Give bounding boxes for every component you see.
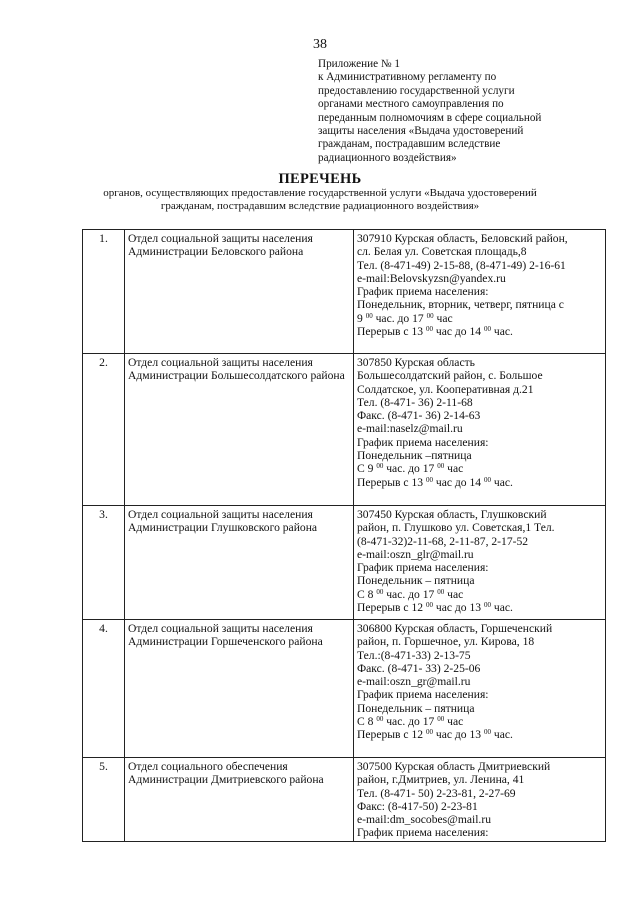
schedule-text: час. [490, 601, 513, 615]
contact-line: сл. Белая ул. Советская площадь,8 [357, 245, 527, 259]
appendix-note [318, 58, 578, 165]
schedule-text: Перерыв с 12 [357, 728, 426, 742]
contact-line: 307450 Курская область, Глушковский [357, 508, 547, 521]
contact-line: e-mail:naselz@mail.ru [357, 422, 463, 436]
minutes-superscript: 00 [483, 601, 491, 610]
minutes-superscript: 00 [483, 728, 491, 737]
minutes-superscript: 00 [425, 728, 433, 737]
row-number: 1. [83, 230, 125, 354]
appendix-line: к Административному регламенту по [318, 71, 497, 84]
contact-line: График приема населения: [357, 561, 489, 575]
contact-info [354, 620, 606, 758]
appendix-line: гражданам, пострадавшим вследствие [318, 138, 501, 151]
contact-info [354, 230, 606, 354]
contact-line: Понедельник – пятница [357, 574, 475, 588]
minutes-superscript: 00 [437, 587, 445, 596]
contact-line: 307850 Курская область [357, 356, 475, 369]
minutes-superscript: 00 [437, 715, 445, 724]
schedule-text: час [444, 587, 464, 601]
schedule-line [357, 601, 602, 614]
contact-line: Факс. (8-471- 36) 2-14-63 [357, 409, 481, 423]
schedule-text: час. [490, 325, 513, 339]
department-name: Отдел социальной защиты населения Администрации Большесолдатского района [125, 354, 354, 506]
schedule-text: час. [490, 728, 513, 742]
schedule-line [357, 715, 602, 728]
departments-table [82, 229, 606, 842]
contact-line: График приема населения: [357, 688, 489, 702]
schedule-text: час до 13 [432, 601, 484, 615]
schedule-line [357, 476, 602, 489]
schedule-text: С 8 [357, 587, 377, 601]
schedule-text: С 9 [357, 462, 377, 476]
contact-line: e-mail:dm_socobes@mail.ru [357, 813, 491, 827]
minutes-superscript: 00 [376, 715, 384, 724]
department-name: Отдел социальной защиты населения Администрации Беловского района [125, 230, 354, 354]
schedule-text: час до 14 [432, 475, 484, 489]
contact-line: Понедельник, вторник, четверг, пятница с [357, 298, 564, 312]
minutes-superscript: 00 [365, 311, 373, 320]
contact-line: График приема населения: [357, 435, 489, 449]
contact-line: (8-471-32)2-11-68, 2-11-87, 2-17-52 [357, 534, 529, 548]
minutes-superscript: 00 [483, 475, 491, 484]
contact-line: e-mail:Belovskyzsn@yandex.ru [357, 271, 506, 285]
table-row [83, 230, 606, 354]
appendix-line: радиационного воздействия» [318, 151, 457, 164]
schedule-text: час до 13 [432, 728, 484, 742]
table-row [83, 354, 606, 506]
schedule-line [357, 312, 602, 325]
schedule-text: Перерыв с 13 [357, 475, 426, 489]
subtitle-line: органов, осуществляющих предоставление государственной услуги «Выдача удостоверений [103, 187, 537, 199]
contact-line: 306800 Курская область, Горшеченский [357, 622, 553, 635]
contact-line: район, г.Дмитриев, ул. Ленина, 41 [357, 773, 525, 787]
contact-line: Тел. (8-471-49) 2-15-88, (8-471-49) 2-16-61 [357, 258, 566, 272]
minutes-superscript: 00 [376, 462, 384, 471]
contact-line: Тел. (8-471- 50) 2-23-81, 2-27-69 [357, 786, 516, 800]
contact-line: Факс: (8-417-50) 2-23-81 [357, 799, 478, 813]
contact-line: 307500 Курская область Дмитриевский [357, 760, 551, 773]
contact-line: Солдатское, ул. Кооперативная д.21 [357, 382, 534, 396]
subtitle-line: гражданам, пострадавшим вследствие радиационного воздействия» [160, 200, 480, 212]
document-title: ПЕРЕЧЕНЬ [278, 171, 362, 187]
schedule-text: час. до 17 [372, 311, 427, 325]
contact-line: район, п. Горшечное, ул. Кирова, 18 [357, 635, 535, 649]
page-number: 38 [313, 37, 327, 52]
schedule-line [357, 462, 602, 475]
contact-line: Тел.:(8-471-33) 2-13-75 [357, 648, 471, 662]
row-number: 5. [83, 758, 125, 842]
schedule-text: час. до 17 [383, 462, 438, 476]
contact-line: район, п. Глушково ул. Советская,1 Тел. [357, 521, 555, 535]
contact-info [354, 354, 606, 506]
schedule-text: час до 14 [432, 325, 484, 339]
department-name: Отдел социального обеспечения Администрации Дмитриевского района [125, 758, 354, 842]
schedule-text: час [444, 462, 464, 476]
contact-line: e-mail:oszn_glr@mail.ru [357, 547, 474, 561]
appendix-line: предоставлению государственной услуги [318, 84, 515, 97]
minutes-superscript: 00 [425, 601, 433, 610]
contact-line: Большесолдатский район, с. Большое [357, 369, 543, 383]
contact-line: График приема населения: [357, 285, 489, 299]
appendix-line: защиты населения «Выдача удостоверений [318, 125, 524, 138]
contact-line: Понедельник –пятница [357, 449, 472, 463]
minutes-superscript: 00 [425, 325, 433, 334]
row-number: 3. [83, 506, 125, 620]
appendix-line: переданным полномочиям в сфере социальной [318, 111, 542, 124]
minutes-superscript: 00 [483, 325, 491, 334]
row-number: 4. [83, 620, 125, 758]
table-row [83, 758, 606, 842]
schedule-text: Перерыв с 13 [357, 325, 426, 339]
schedule-text: час [444, 715, 464, 729]
schedule-text: час. до 17 [383, 715, 438, 729]
schedule-text: Перерыв с 12 [357, 601, 426, 615]
schedule-text: С 8 [357, 715, 377, 729]
row-number: 2. [83, 354, 125, 506]
contact-info [354, 758, 606, 842]
minutes-superscript: 00 [426, 311, 434, 320]
contact-line: Понедельник – пятница [357, 701, 475, 715]
contact-line: Тел. (8-471- 36) 2-11-68 [357, 395, 473, 409]
schedule-text: час. [490, 475, 513, 489]
appendix-line: Приложение № 1 [318, 58, 400, 70]
contact-line: Факс. (8-471- 33) 2-25-06 [357, 661, 481, 675]
contact-line: График приема населения: [357, 826, 489, 840]
minutes-superscript: 00 [425, 475, 433, 484]
minutes-superscript: 00 [437, 462, 445, 471]
table-row [83, 506, 606, 620]
schedule-line [357, 325, 602, 338]
schedule-line [357, 728, 602, 741]
schedule-text: час [433, 311, 453, 325]
contact-line: 307910 Курская область, Беловский район, [357, 232, 568, 245]
contact-info [354, 506, 606, 620]
department-name: Отдел социальной защиты населения Администрации Горшеченского района [125, 620, 354, 758]
schedule-text: час. до 17 [383, 587, 438, 601]
document-subtitle [90, 187, 550, 213]
appendix-line: органами местного самоуправления по [318, 98, 504, 111]
contact-line: e-mail:oszn_gr@mail.ru [357, 675, 471, 689]
department-name: Отдел социальной защиты населения Администрации Глушковского района [125, 506, 354, 620]
table-row [83, 620, 606, 758]
schedule-line [357, 588, 602, 601]
schedule-text: 9 [357, 311, 366, 325]
minutes-superscript: 00 [376, 587, 384, 596]
